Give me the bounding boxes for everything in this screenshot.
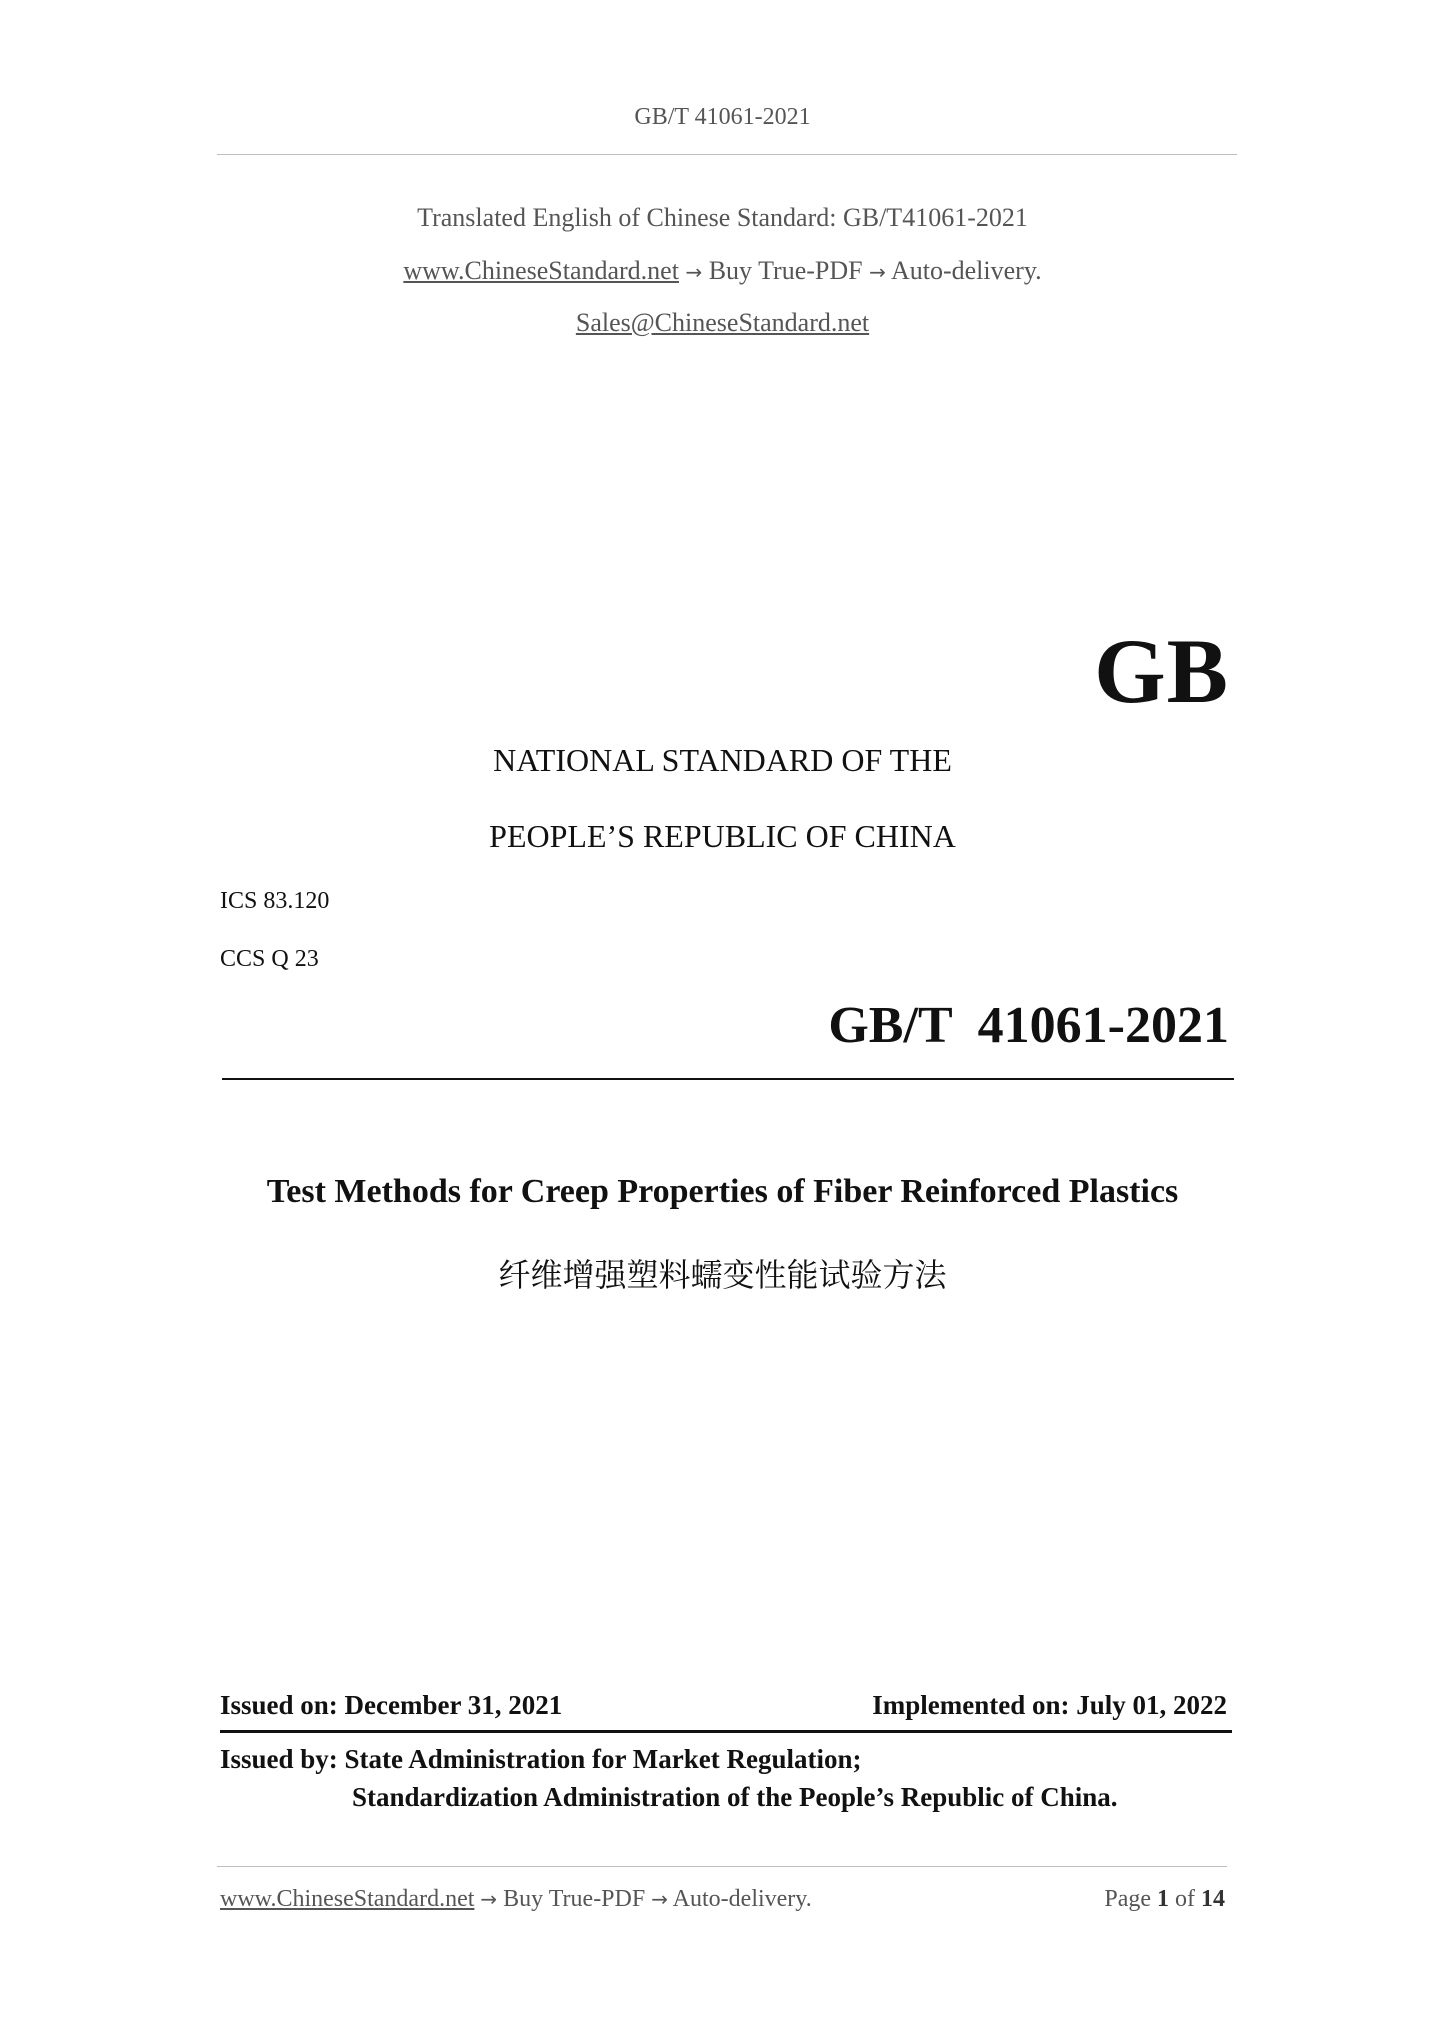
buy-line <box>0 256 1445 286</box>
title-chinese: 纤维增强塑料蠕变性能试验方法 <box>498 1256 947 1294</box>
buy-text: Buy True-PDF <box>708 256 863 285</box>
issued-on: Issued on: December 31, 2021 <box>220 1690 563 1720</box>
website-link[interactable]: www.ChineseStandard.net <box>403 256 679 285</box>
running-header: GB/T 41061-2021 <box>634 104 811 130</box>
email-link[interactable]: Sales@ChineseStandard.net <box>575 308 870 337</box>
arrow-right-icon: → <box>869 260 886 284</box>
ics-code: ICS 83.120 <box>220 888 330 914</box>
footer-divider <box>217 1866 1227 1867</box>
of-label: of <box>1175 1886 1195 1912</box>
ccs-code: CCS Q 23 <box>220 946 319 972</box>
page-total: 14 <box>1201 1886 1225 1912</box>
implemented-on: Implemented on: July 01, 2022 <box>872 1690 1227 1720</box>
footer-delivery-text: Auto-delivery. <box>672 1886 812 1912</box>
footer-buy-text: Buy True-PDF <box>503 1886 646 1912</box>
arrow-right-icon: → <box>685 260 703 284</box>
delivery-text: Auto-delivery. <box>890 256 1042 285</box>
header-divider <box>217 154 1237 155</box>
national-standard-line1: NATIONAL STANDARD OF THE <box>493 742 952 778</box>
email-line <box>0 308 1445 338</box>
translation-notice: Translated English of Chinese Standard: GB/T41061-2021 <box>417 203 1028 232</box>
page-label: Page <box>1104 1886 1151 1912</box>
page-current: 1 <box>1157 1886 1169 1912</box>
issued-by-line1: Issued by: State Administration for Market Regulation; <box>220 1744 862 1774</box>
title-english: Test Methods for Creep Properties of Fiber Reinforced Plastics <box>266 1173 1179 1210</box>
arrow-right-icon: → <box>651 1887 668 1911</box>
gb-logo: GB <box>1094 620 1229 722</box>
page-indicator <box>1104 1886 1225 1913</box>
footer-buy-line <box>220 1886 812 1913</box>
footer-website-link[interactable]: www.ChineseStandard.net <box>220 1886 475 1912</box>
issued-divider <box>220 1730 1232 1733</box>
issued-by-line2: Standardization Administration of the People’s Republic of China. <box>352 1782 1118 1812</box>
arrow-right-icon: → <box>480 1887 498 1911</box>
standard-number-divider <box>222 1078 1234 1080</box>
standard-number: GB/T 41061-2021 <box>828 997 1229 1054</box>
national-standard-line2: PEOPLE’S REPUBLIC OF CHINA <box>489 818 956 854</box>
